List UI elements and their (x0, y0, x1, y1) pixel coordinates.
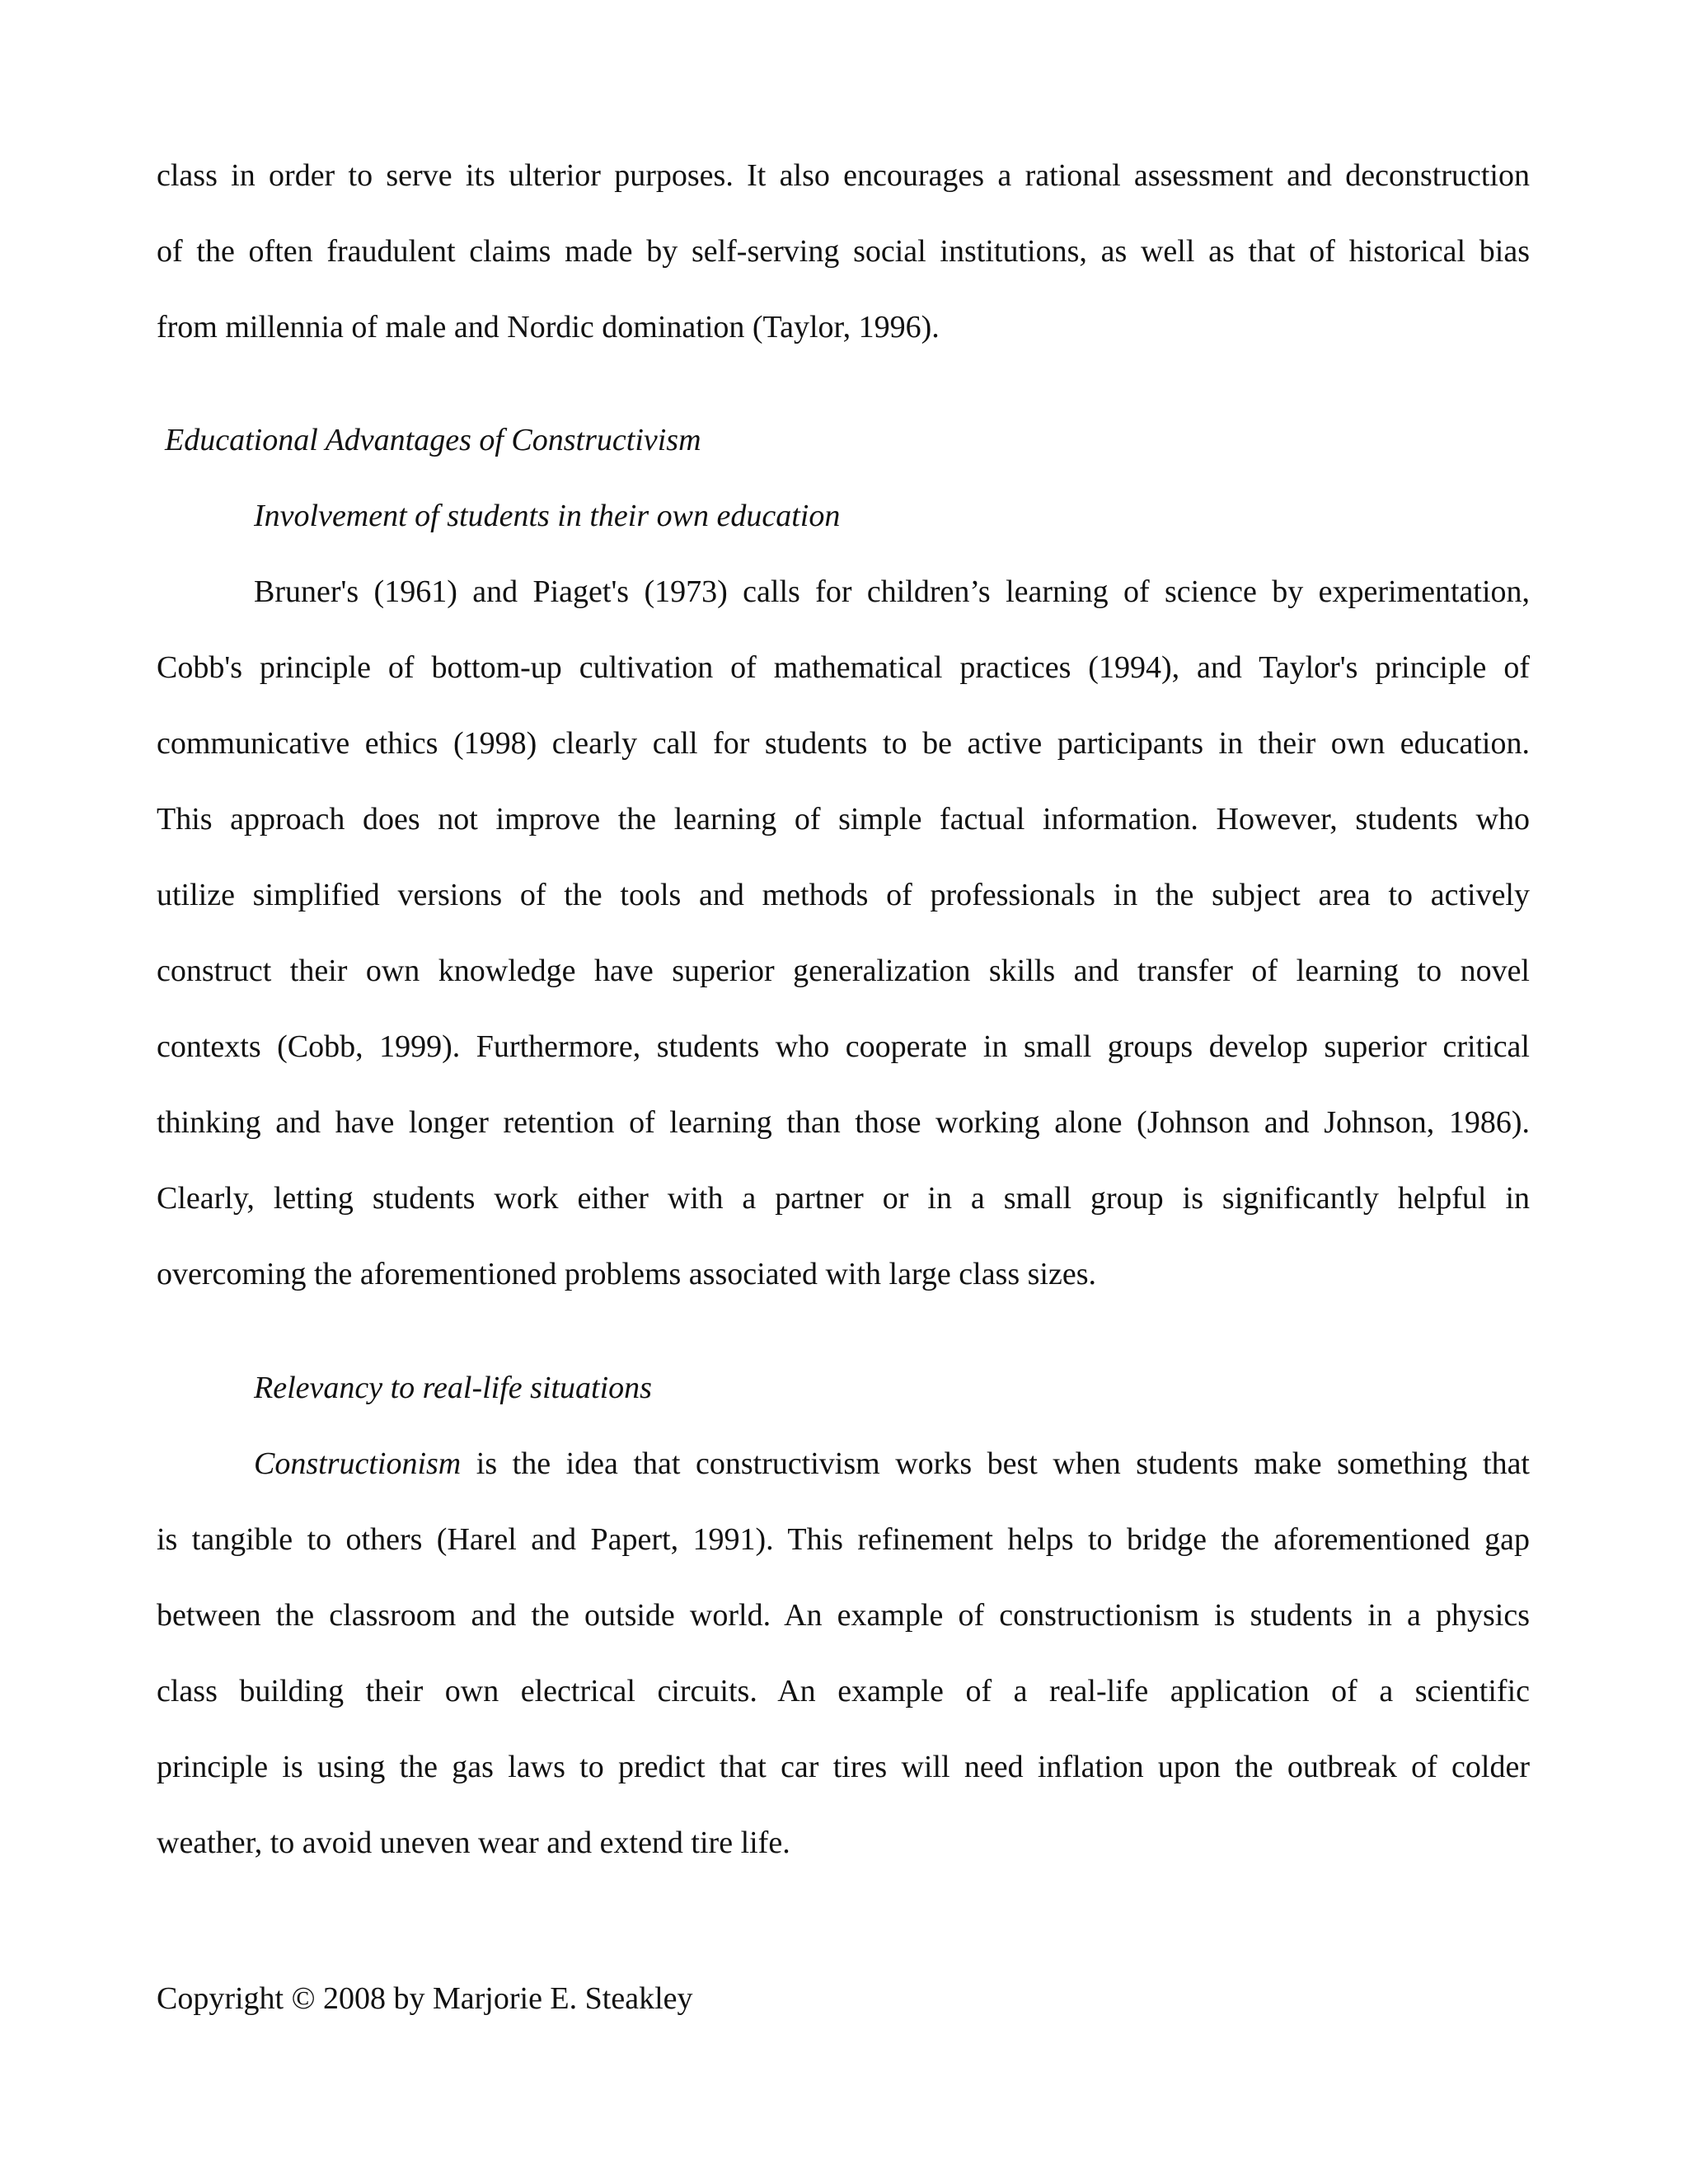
involvement-line-2: Cobb's principle of bottom-up cultivation of mathematical practices (1994), and Taylor's principle of (157, 650, 1530, 685)
intro-line-1: class in order to serve its ulterior purposes. It also encourages a rational assessment and deconstruction (157, 158, 1530, 193)
involvement-line-9: Clearly, letting students work either with a partner or in a small group is significantly helpful in (157, 1181, 1530, 1216)
intro-line-2: of the often fraudulent claims made by self-serving social institutions, as well as that of historical bias (157, 234, 1530, 269)
relevancy-line-3: between the classroom and the outside world. An example of constructionism is students in a physics (157, 1598, 1530, 1633)
section-heading: Educational Advantages of Constructivism (165, 423, 701, 457)
involvement-line-10: overcoming the aforementioned problems associated with large class sizes. (157, 1257, 1096, 1291)
involvement-line-8: thinking and have longer retention of learning than those working alone (Johnson and Johnson, 1986). (157, 1105, 1530, 1140)
involvement-line-3: communicative ethics (1998) clearly call for students to be active participants in their own education. (157, 726, 1530, 761)
involvement-line-4: This approach does not improve the learning of simple factual information. However, students who (157, 802, 1530, 837)
relevancy-line-2: is tangible to others (Harel and Papert, 1991). This refinement helps to bridge the aforementioned gap (157, 1522, 1530, 1557)
subsection-heading-relevancy: Relevancy to real-life situations (254, 1371, 652, 1405)
involvement-line-6: construct their own knowledge have superior generalization skills and transfer of learning to novel (157, 954, 1530, 988)
subsection-heading-involvement: Involvement of students in their own education (254, 499, 841, 533)
involvement-line-5: utilize simplified versions of the tools and methods of professionals in the subject area to actively (157, 878, 1530, 912)
involvement-line-1: Bruner's (1961) and Piaget's (1973) calls for children’s learning of science by experimentation, (254, 574, 1530, 609)
constructionism-term: Constructionism (254, 1446, 462, 1481)
relevancy-line-5: principle is using the gas laws to predict that car tires will need inflation upon the outbreak of colder (157, 1750, 1530, 1784)
relevancy-line-6: weather, to avoid uneven wear and extend tire life. (157, 1825, 790, 1860)
copyright-footer: Copyright © 2008 by Marjorie E. Steakley (157, 1981, 693, 2016)
relevancy-line-1-rest: is the idea that constructivism works best when students make something that (461, 1446, 1530, 1481)
relevancy-line-4: class building their own electrical circuits. An example of a real-life application of a scientific (157, 1674, 1530, 1708)
intro-line-3: from millennia of male and Nordic domination (Taylor, 1996). (157, 310, 940, 344)
relevancy-line-1 (254, 1445, 1530, 1483)
involvement-line-7: contexts (Cobb, 1999). Furthermore, students who cooperate in small groups develop superior critical (157, 1029, 1530, 1064)
